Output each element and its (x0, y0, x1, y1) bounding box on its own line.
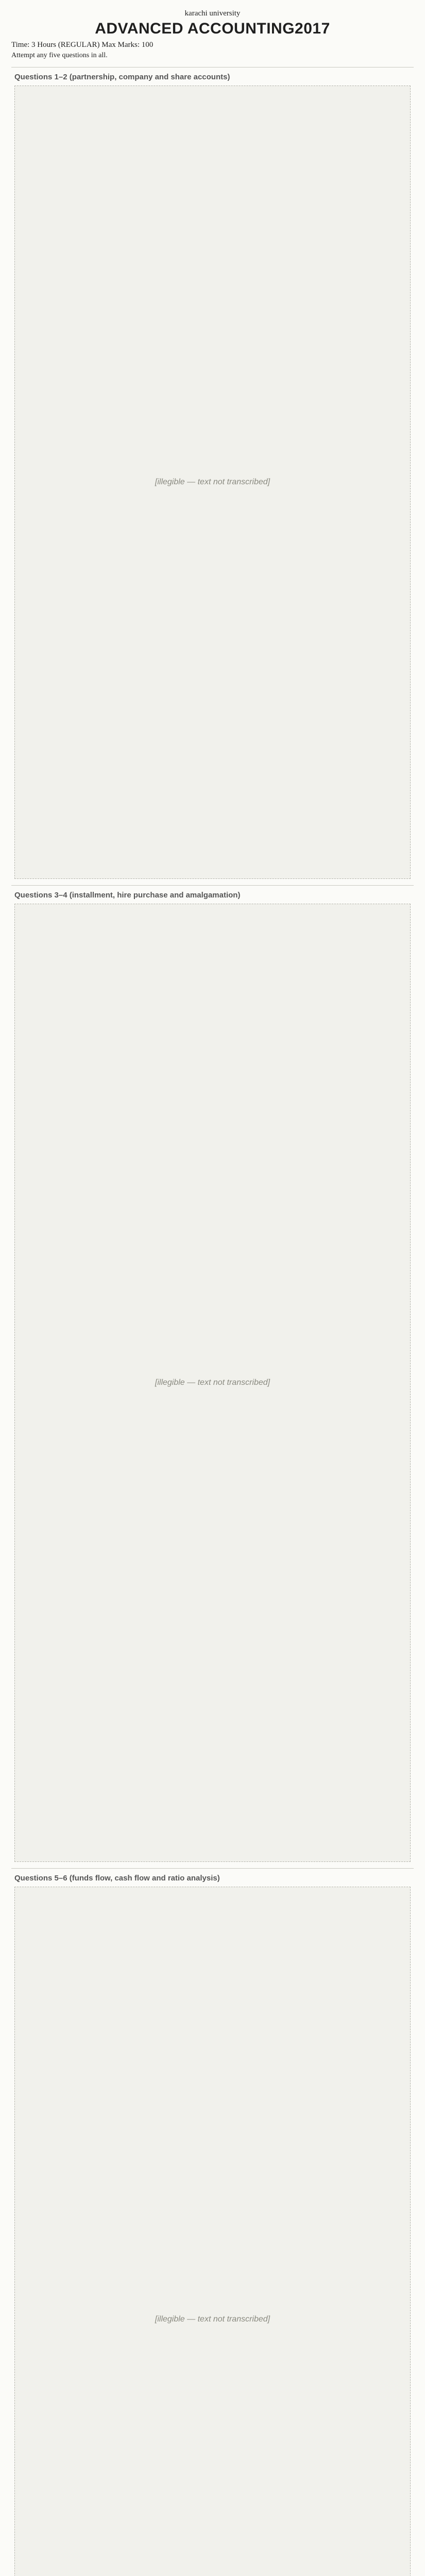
illegible-placeholder: [illegible — text not transcribed] (14, 904, 411, 1862)
paper-instruction: Attempt any five questions in all. (11, 52, 108, 59)
illegible-placeholder: [illegible — text not transcribed] (14, 86, 411, 879)
question-block-label: Questions 1–2 (partnership, company and share accounts) (14, 73, 230, 81)
question-block (11, 67, 414, 885)
illegible-placeholder: [illegible — text not transcribed] (14, 1887, 411, 2576)
question-block-label: Questions 3–4 (installment, hire purchase and amalgamation) (14, 891, 241, 900)
question-block (11, 885, 414, 1868)
question-block (11, 1868, 414, 2576)
paper-meta: Time: 3 Hours (REGULAR) Max Marks: 100 (11, 41, 154, 49)
paper-title: ADVANCED ACCOUNTING2017 (95, 20, 330, 37)
question-block-label: Questions 5–6 (funds flow, cash flow and ratio analysis) (14, 1874, 220, 1883)
university-label: karachi university (184, 9, 241, 18)
